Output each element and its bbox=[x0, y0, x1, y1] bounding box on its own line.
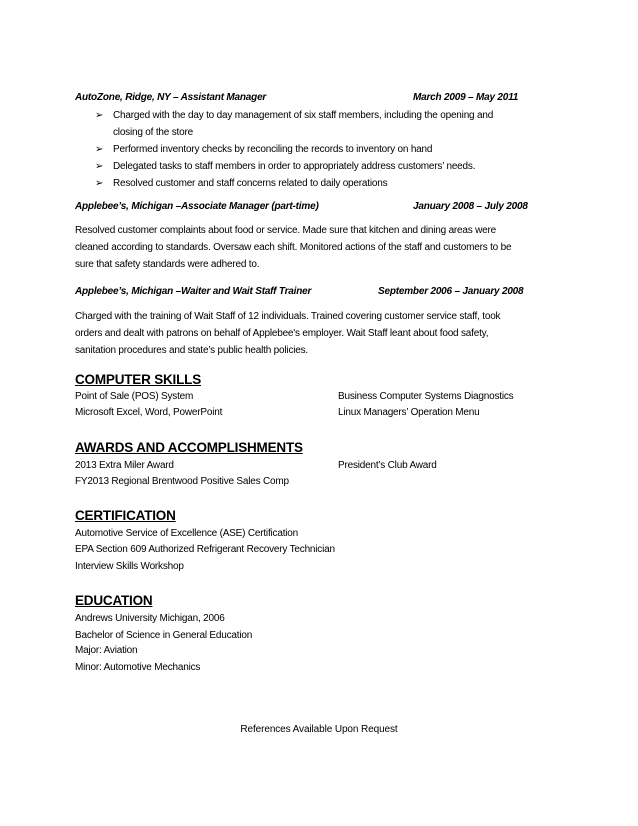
skill-item: Point of Sale (POS) System bbox=[75, 391, 194, 402]
job-description-line: sure that safety standards were adhered to. bbox=[75, 259, 260, 270]
job-dates: September 2006 – January 2008 bbox=[378, 286, 524, 297]
arrow-bullet-icon: ➢ bbox=[95, 178, 104, 189]
job-bullet: Resolved customer and staff concerns related to daily operations bbox=[113, 178, 388, 189]
award-item: 2013 Extra Miler Award bbox=[75, 460, 174, 471]
job-bullet: Charged with the day to day management of six staff members, including the opening and bbox=[113, 110, 494, 121]
job-description-line: orders and dealt with patrons on behalf of Applebee's employer. Wait Staff leant about food safety, bbox=[75, 328, 489, 339]
job-dates: March 2009 – May 2011 bbox=[413, 92, 519, 103]
award-item: FY2013 Regional Brentwood Positive Sales Comp bbox=[75, 476, 289, 487]
skill-item: Microsoft Excel, Word, PowerPoint bbox=[75, 407, 223, 418]
award-item: President’s Club Award bbox=[338, 460, 437, 471]
job-title: Applebee’s, Michigan –Associate Manager (part-time) bbox=[75, 201, 319, 212]
section-heading-education: EDUCATION bbox=[75, 593, 153, 608]
certification-item: EPA Section 609 Authorized Refrigerant Recovery Technician bbox=[75, 544, 335, 555]
job-bullet-continuation: closing of the store bbox=[113, 127, 193, 138]
arrow-bullet-icon: ➢ bbox=[95, 110, 104, 121]
arrow-bullet-icon: ➢ bbox=[95, 144, 104, 155]
section-heading-computer-skills: COMPUTER SKILLS bbox=[75, 372, 202, 387]
job-description-line: Resolved customer complaints about food or service. Made sure that kitchen and dining areas were bbox=[75, 225, 497, 236]
job-dates: January 2008 – July 2008 bbox=[413, 201, 528, 212]
job-title: AutoZone, Ridge, NY – Assistant Manager bbox=[75, 92, 267, 103]
skill-item: Linux Managers’ Operation Menu bbox=[338, 407, 480, 418]
education-item: Major: Aviation bbox=[75, 645, 138, 656]
skill-item: Business Computer Systems Diagnostics bbox=[338, 391, 514, 402]
job-bullet: Performed inventory checks by reconciling the records to inventory on hand bbox=[113, 144, 433, 155]
job-description-line: sanitation procedures and state’s public health policies. bbox=[75, 345, 309, 356]
certification-item: Automotive Service of Excellence (ASE) Certification bbox=[75, 528, 299, 539]
section-heading-awards: AWARDS AND ACCOMPLISHMENTS bbox=[75, 440, 303, 455]
education-item: Bachelor of Science in General Education bbox=[75, 630, 253, 641]
job-title: Applebee’s, Michigan –Waiter and Wait Staff Trainer bbox=[75, 286, 312, 297]
job-bullet: Delegated tasks to staff members in order to appropriately address customers’ needs. bbox=[113, 161, 476, 172]
arrow-bullet-icon: ➢ bbox=[95, 161, 104, 172]
references-note: References Available Upon Request bbox=[240, 724, 398, 735]
section-heading-certification: CERTIFICATION bbox=[75, 508, 176, 523]
certification-item: Interview Skills Workshop bbox=[75, 561, 184, 572]
job-description-line: cleaned according to standards. Oversaw each shift. Monitored actions of the staff and customers to be bbox=[75, 242, 512, 253]
education-item: Minor: Automotive Mechanics bbox=[75, 662, 201, 673]
education-item: Andrews University Michigan, 2006 bbox=[75, 613, 225, 624]
job-description-line: Charged with the training of Wait Staff of 12 individuals. Trained covering customer service staff, took bbox=[75, 311, 501, 322]
